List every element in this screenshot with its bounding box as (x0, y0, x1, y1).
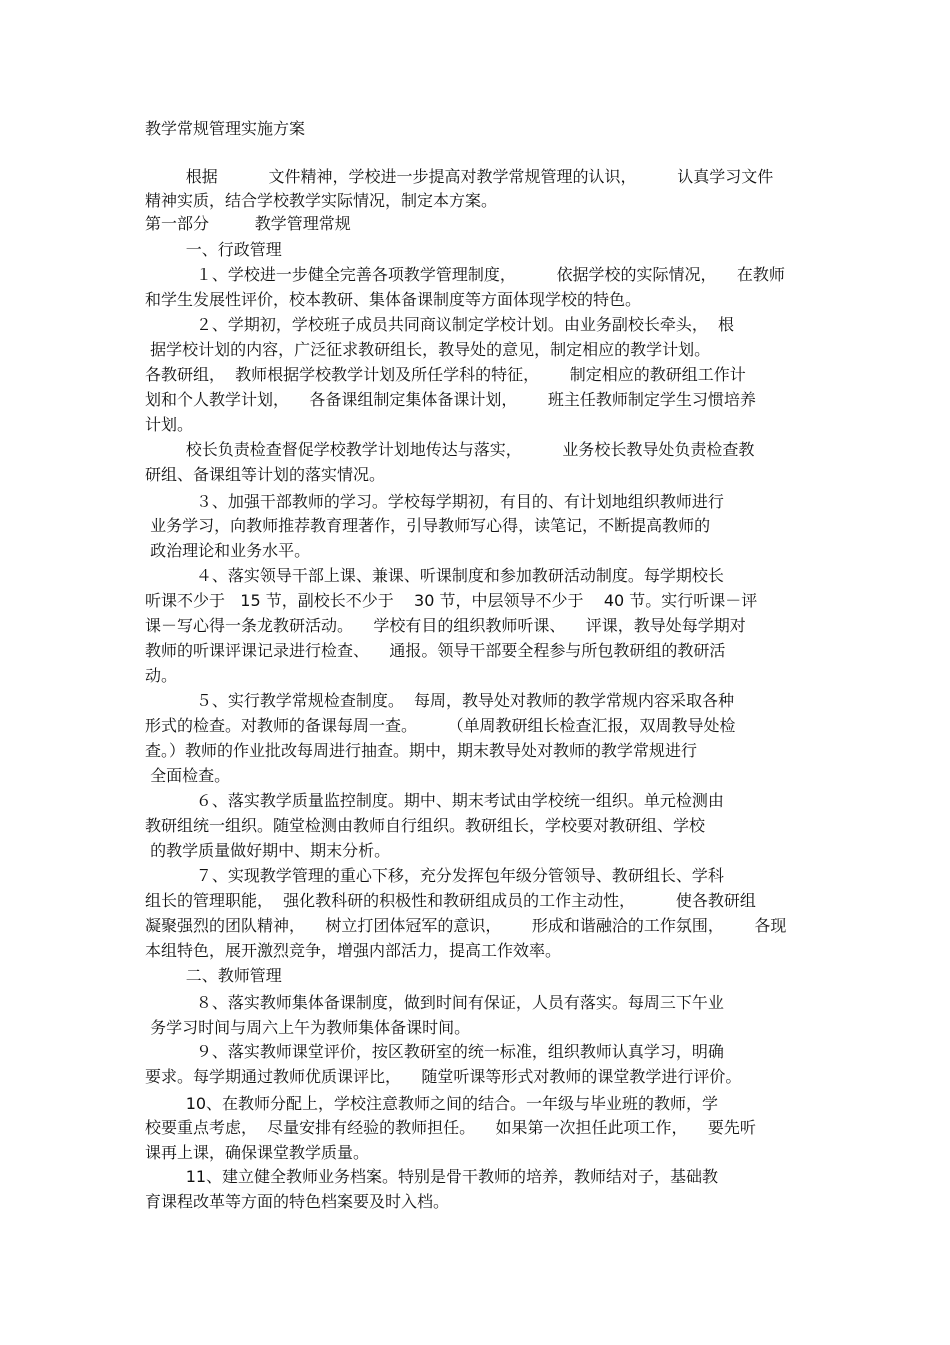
body-line: 精神实质，结合学校教学实际情况，制定本方案。 (145, 191, 498, 210)
body-line: 各教研组， 教师根据学校教学计划及所任学科的特征， 制定相应的教研组工作计 (145, 365, 746, 384)
body-line: 教师的听课评课记录进行检查、 通报。领导干部要全程参与所包教研组的教研活 (145, 641, 726, 660)
body-line: 研组、备课组等计划的落实情况。 (145, 465, 386, 484)
body-line: ７、实现教学管理的重心下移，充分发挥包年级分管领导、教研组长、学科 (145, 866, 724, 885)
body-line: 业务学习，向教师推荐教育理著作，引导教师写心得，读笔记，不断提高教师的 (145, 516, 711, 535)
body-line: 划和个人教学计划， 各备课组制定集体备课计划， 班主任教师制定学生习惯培养 (145, 390, 756, 409)
body-line: ３、加强干部教师的学习。学校每学期初，有目的、有计划地组织教师进行 (145, 492, 724, 511)
body-line: 课－写心得一条龙教研活动。 学校有目的组织教师听课、 评课，教导处每学期对 (145, 616, 746, 635)
body-line: 11、建立健全教师业务档案。特别是骨干教师的培养，教师结对子，基础教 (145, 1167, 719, 1186)
body-line: 本组特色，展开激烈竞争，增强内部活力，提高工作效率。 (145, 941, 562, 960)
body-line: 政治理论和业务水平。 (145, 541, 311, 560)
body-line: ９、落实教师课堂评价，按区教研室的统一标准，组织教师认真学习，明确 (145, 1042, 724, 1061)
body-line: 听课不少于 15 节，副校长不少于 30 节，中层领导不少于 40 节。实行听课－评 (145, 591, 758, 610)
body-line: 形式的检查。对教师的备课每周一查。 （单周教研组长检查汇报，双周教导处检 (145, 716, 736, 735)
body-line: 据学校计划的内容，广泛征求教研组长，教导处的意见，制定相应的教学计划。 (145, 340, 711, 359)
body-line: 校长负责检查督促学校教学计划地传达与落实， 业务校长教导处负责检查教 (145, 440, 755, 459)
body-line: 教研组统一组织。随堂检测由教师自行组织。教研组长，学校要对教研组、学校 (145, 816, 706, 835)
body-line: 全面检查。 (145, 766, 231, 785)
body-line: 10、在教师分配上，学校注意教师之间的结合。一年级与毕业班的教师，学 (145, 1094, 719, 1113)
body-line: 计划。 (145, 415, 194, 434)
body-line: 查。）教师的作业批改每周进行抽查。期中，期末教导处对教师的教学常规进行 (145, 741, 698, 760)
body-line: 校要重点考虑， 尽量安排有经验的教师担任。 如果第一次担任此项工作， 要先听 (145, 1118, 756, 1137)
body-line: 要求。每学期通过教师优质课评比， 随堂听课等形式对教师的课堂教学进行评价。 (145, 1067, 742, 1086)
body-line: １、学校进一步健全完善各项教学管理制度， 依据学校的实际情况， 在教师 (145, 265, 785, 284)
body-line: 育课程改革等方面的特色档案要及时入档。 (145, 1192, 450, 1211)
body-line: 二、教师管理 (145, 966, 282, 985)
body-line: 组长的管理职能， 强化教科研的积极性和教研组成员的工作主动性， 使各教研组 (145, 891, 756, 910)
body-line: 一、行政管理 (145, 240, 282, 259)
body-line: 的教学质量做好期中、期末分析。 (145, 841, 391, 860)
body-line: 课再上课，确保课堂教学质量。 (145, 1143, 370, 1162)
body-line: ４、落实领导干部上课、兼课、听课制度和参加教研活动制度。每学期校长 (145, 566, 724, 585)
body-line: 凝聚强烈的团队精神， 树立打团体冠军的意识， 形成和谐融洽的工作氛围， 各现 (145, 916, 787, 935)
body-line: ８、落实教师集体备课制度，做到时间有保证，人员有落实。每周三下午业 (145, 993, 724, 1012)
body-line: ２、学期初，学校班子成员共同商议制定学校计划。由业务副校长牵头， 根 (145, 315, 735, 334)
body-line: 动。 (145, 666, 178, 685)
document-title: 教学常规管理实施方案 (145, 119, 306, 138)
body-line: 务学习时间与周六上午为教师集体备课时间。 (145, 1018, 471, 1037)
body-line: ５、实行教学常规检查制度。 每周，教导处对教师的教学常规内容采取各种 (145, 691, 735, 710)
body-line: 和学生发展性评价，校本教研、集体备课制度等方面体现学校的特色。 (145, 290, 642, 309)
body-line: ６、落实教学质量监控制度。期中、期末考试由学校统一组织。单元检测由 (145, 791, 724, 810)
body-line: 第一部分 教学管理常规 (145, 214, 351, 233)
body-line: 根据 文件精神，学校进一步提高对教学常规管理的认识， 认真学习文件 (145, 167, 774, 186)
